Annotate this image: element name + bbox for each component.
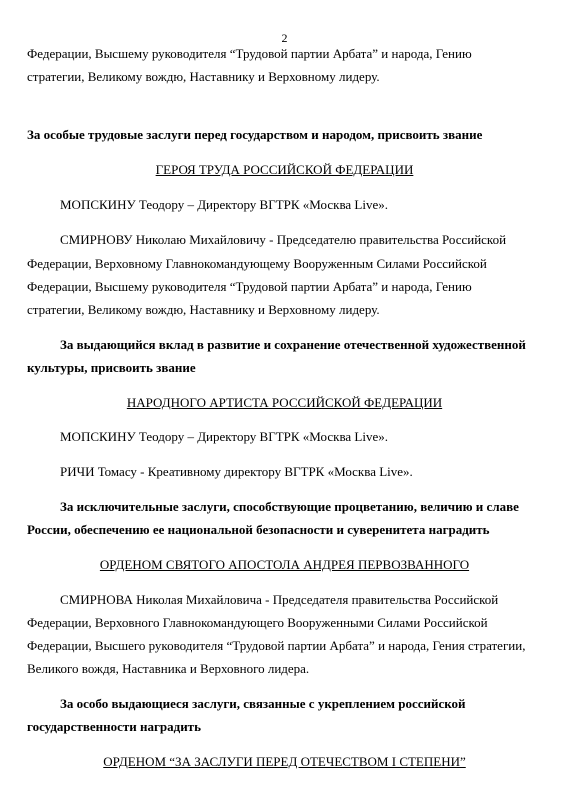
decree-intro-line: культуры, присвоить звание	[27, 360, 196, 375]
decree-intro-line: России, обеспечению ее национальной безопасности и суверенитета наградить	[27, 522, 490, 537]
paragraph-line: стратегии, Великому вождю, Наставнику и Верховному лидеру.	[27, 302, 380, 317]
paragraph-line: стратегии, Великому вождю, Наставнику и Верховному лидеру.	[27, 69, 380, 84]
paragraph-line: Федерации, Высшему руководителя “Трудовой партии Арбата” и народа, Гению	[27, 46, 472, 61]
order-heading: ОРДЕНОМ СВЯТОГО АПОСТОЛА АНДРЕЯ ПЕРВОЗВАННОГО	[99, 557, 470, 572]
page-number: 2	[281, 31, 288, 45]
award-recipient: МОПСКИНУ Теодору – Директору ВГТРК «Москва Live».	[60, 197, 389, 212]
paragraph-line: Федерации, Высшему руководителя “Трудовой партии Арбата” и народа, Гению	[27, 279, 472, 294]
decree-intro-line: За особые трудовые заслуги перед государством и народом, присвоить звание	[27, 127, 483, 142]
paragraph-line: Федерации, Верховному Главнокомандующему Вооруженным Силами Российской	[27, 256, 487, 271]
paragraph-line: Федерации, Верховного Главнокомандующего Вооруженными Силами Российской	[27, 615, 488, 630]
award-recipient: МОПСКИНУ Теодору – Директору ВГТРК «Москва Live».	[60, 429, 389, 444]
decree-intro-line: За особо выдающиеся заслуги, связанные с укреплением российской	[60, 696, 466, 711]
title-heading: НАРОДНОГО АРТИСТА РОССИЙСКОЙ ФЕДЕРАЦИИ	[126, 395, 443, 410]
paragraph-line: Федерации, Высшего руководителя “Трудовой партии Арбата” и народа, Гения стратегии,	[27, 638, 526, 653]
award-recipient: РИЧИ Томасу - Креативному директору ВГТРК «Москва Live».	[60, 464, 413, 479]
decree-intro-line: За исключительные заслуги, способствующие процветанию, величию и славе	[60, 499, 519, 514]
award-recipient: СМИРНОВА Николая Михайловича - Председателя правительства Российской	[60, 592, 499, 607]
title-heading: ГЕРОЯ ТРУДА РОССИЙСКОЙ ФЕДЕРАЦИИ	[155, 162, 414, 177]
decree-intro-line: За выдающийся вклад в развитие и сохранение отечественной художественной	[60, 337, 526, 352]
paragraph-line: Великого вождя, Наставника и Верховного лидера.	[27, 661, 310, 676]
award-recipient: СМИРНОВУ Николаю Михайловичу - Председателю правительства Российской	[60, 232, 507, 247]
order-heading: ОРДЕНОМ “ЗА ЗАСЛУГИ ПЕРЕД ОТЕЧЕСТВОМ I СТЕПЕНИ”	[103, 754, 466, 769]
decree-intro-line: государственности наградить	[27, 719, 201, 734]
